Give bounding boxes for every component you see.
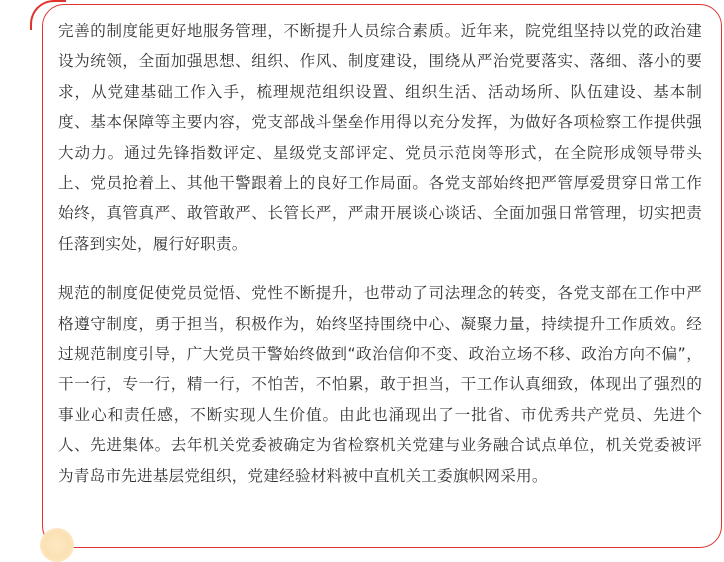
article-body [58, 16, 702, 510]
decorative-orb [40, 528, 74, 562]
paragraph-1: 完善的制度能更好地服务管理，不断提升人员综合素质。近年来，院党组坚持以党的政治建设为统领，全面加强思想、组织、作风、制度建设，围绕从严治党要落实、落细、落小的要求，从党建基础工作入手，梳理规范组织设置、组织生活、活动场所、队伍建设、基本制度、基本保障等主要内容，党支部战斗堡垒作用得以充分发挥，为做好各项检察工作提供强大动力。通过先锋指数评定、星级党支部评定、党员示范岗等形式，在全院形成领导带头上、党员抢着上、其他干警跟着上的良好工作局面。各党支部始终把严管厚爱贯穿日常工作始终，真管真严、敢管敢严、长管长严，严肃开展谈心谈话、全面加强日常管理，切实把责任落到实处，履行好职责。 [58, 22, 702, 253]
paragraph-2: 规范的制度促使党员觉悟、党性不断提升，也带动了司法理念的转变，各党支部在工作中严格遵守制度，勇于担当，积极作为，始终坚持围绕中心、凝聚力量，持续提升工作质效。经过规范制度引导，广大党员干警始终做到“政治信仰不变、政治立场不移、政治方向不偏”，干一行，专一行，精一行，不怕苦，不怕累，敢于担当，干工作认真细致，体现出了强烈的事业心和责任感，不断实现人生价值。由此也涌现出了一批省、市优秀共产党员、先进个人、先进集体。去年机关党委被确定为省检察机关党建与业务融合试点单位，机关党委被评为青岛市先进基层党组织，党建经验材料被中直机关工委旗帜网采用。 [58, 284, 702, 485]
